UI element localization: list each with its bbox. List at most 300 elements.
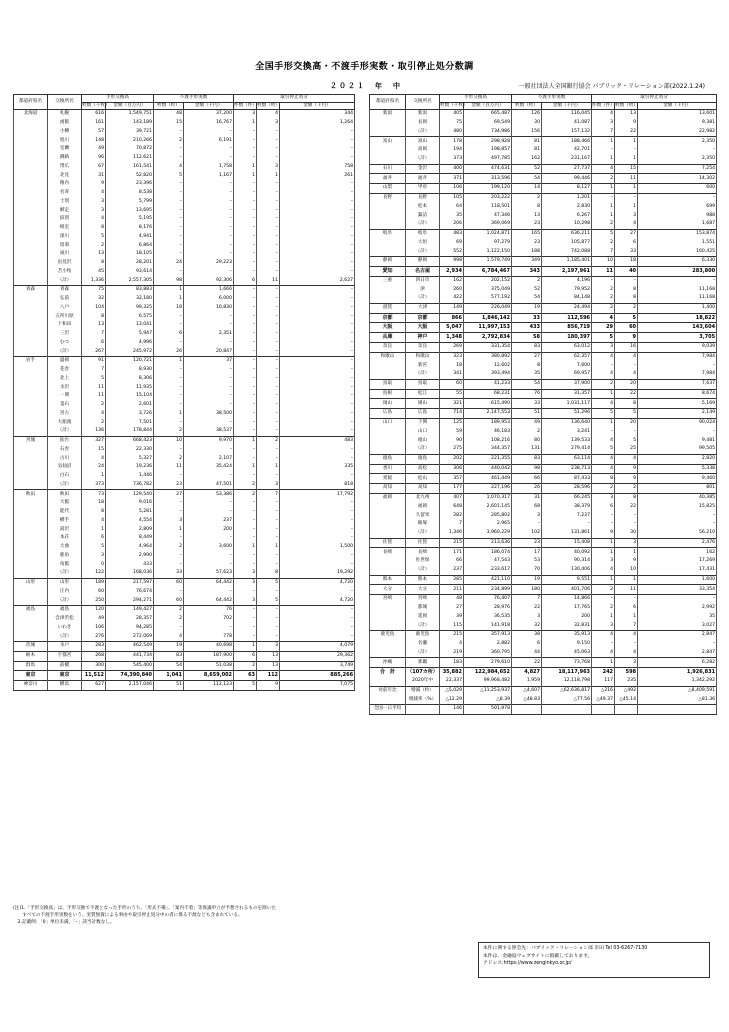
table-cell: 22,982: [638, 128, 717, 137]
table-cell: 22: [615, 389, 638, 399]
table-cell: 55: [440, 389, 464, 399]
table-cell: –: [280, 224, 355, 233]
count-unit: 枚数（千枚）: [82, 102, 106, 110]
table-cell: 1: [592, 613, 615, 622]
table-row: [370, 389, 717, 399]
table-cell: –: [257, 410, 280, 419]
table-cell: 1,400: [638, 303, 717, 313]
table-cell: 76,674: [106, 588, 154, 597]
table-cell: 9,551: [542, 575, 592, 585]
table-row: [14, 241, 355, 250]
table-cell: 3: [257, 642, 280, 652]
table-cell: 2,351: [184, 330, 234, 339]
table-cell: 大分: [370, 585, 406, 595]
table-cell: –: [234, 189, 257, 198]
table-cell: 福島: [48, 606, 82, 615]
table-cell: 19: [512, 303, 542, 313]
table-cell: 69,957: [542, 370, 592, 379]
table-cell: –: [257, 339, 280, 348]
table-cell: 岩手: [14, 357, 48, 366]
table-cell: 62,357: [542, 352, 592, 361]
table-cell: （計）: [406, 247, 440, 256]
table-cell: –: [592, 428, 615, 437]
table-cell: △62,636,817: [542, 686, 592, 695]
table-cell: [370, 695, 406, 704]
table-cell: 422: [440, 294, 464, 303]
table-cell: 3: [82, 198, 106, 207]
table-cell: 49: [82, 145, 106, 154]
table-cell: 13: [257, 651, 280, 661]
table-cell: 9: [257, 681, 280, 691]
table-cell: 2: [592, 484, 615, 494]
table-cell: 49: [512, 418, 542, 427]
table-cell: 気仙沼: [48, 463, 82, 472]
table-cell: 5: [82, 375, 106, 384]
table-cell: △48.83: [512, 695, 542, 704]
table-cell: –: [184, 508, 234, 517]
table-cell: 神戸: [406, 333, 440, 343]
table-cell: 97,279: [464, 239, 512, 248]
table-cell: 2,627: [280, 276, 355, 285]
table-cell: 新宮: [406, 361, 440, 370]
table-cell: [370, 361, 406, 370]
table-cell: 28,976: [464, 604, 512, 613]
table-cell: –: [234, 375, 257, 384]
table-cell: 15: [154, 119, 184, 128]
table-cell: 17,765: [542, 604, 592, 613]
table-cell: 19,292: [280, 569, 355, 578]
table-cell: –: [280, 145, 355, 154]
table-cell: 14,302: [638, 174, 717, 184]
table-cell: 3: [234, 596, 257, 605]
table-cell: –: [234, 339, 257, 348]
table-cell: 74,390,840: [106, 671, 154, 681]
table-cell: 67: [82, 163, 106, 172]
document-title: 全国手形交換高・不渡手形実数・取引停止処分数調: [255, 62, 474, 72]
table-cell: 1: [592, 548, 615, 557]
table-cell: –: [184, 560, 234, 569]
table-cell: 33: [512, 313, 542, 323]
table-cell: –: [615, 640, 638, 649]
table-cell: 函館: [48, 119, 82, 128]
table-cell: 79,952: [542, 285, 592, 294]
table-cell: 12,118,798: [542, 677, 592, 686]
table-cell: 53,386: [184, 490, 234, 499]
table-cell: –: [257, 268, 280, 277]
table-row: [370, 294, 717, 303]
table-cell: 63: [234, 671, 257, 681]
table-cell: –: [280, 128, 355, 137]
table-cell: 山形: [48, 578, 82, 587]
table-cell: [14, 128, 48, 137]
table-row: [14, 499, 355, 508]
table-cell: 青森: [48, 286, 82, 295]
table-cell: 9: [615, 333, 638, 343]
table-cell: 滝川: [48, 250, 82, 259]
contact-line: 本件に関する照会先：パブリック・リレーション部 市田 Tel 03-6267-7130: [483, 946, 648, 951]
table-cell: –: [234, 286, 257, 295]
table-cell: 名瀬: [406, 640, 440, 649]
table-cell: 1: [592, 155, 615, 164]
table-cell: 41,087: [542, 119, 592, 128]
table-cell: 岩見沢: [48, 259, 82, 268]
table-cell: –: [234, 312, 257, 321]
table-cell: 2,350: [638, 155, 717, 164]
table-cell: （計）: [406, 445, 440, 454]
table-cell: 217,597: [106, 578, 154, 587]
table-cell: [370, 428, 406, 437]
table-cell: 1: [615, 613, 638, 622]
table-cell: 7,984: [638, 370, 717, 379]
table-cell: 札幌: [48, 110, 82, 119]
table-cell: [14, 339, 48, 348]
table-cell: 60: [82, 588, 106, 597]
table-cell: 6: [592, 503, 615, 512]
table-cell: 水戸: [48, 642, 82, 652]
table-cell: 636,211: [542, 229, 592, 238]
count-unit: 枚数（千枚）: [440, 102, 464, 110]
table-cell: 香川: [370, 464, 406, 474]
table-cell: 4,827: [512, 668, 542, 677]
table-cell: 27: [615, 229, 638, 238]
table-cell: 818: [280, 481, 355, 490]
table-cell: –: [154, 312, 184, 321]
table-cell: –: [257, 347, 280, 356]
table-row: [370, 474, 717, 484]
table-row: [370, 323, 717, 333]
table-cell: 石巻: [48, 446, 82, 455]
table-row: [14, 534, 355, 543]
table-cell: 198,857: [464, 146, 512, 155]
table-cell: –: [257, 154, 280, 163]
table-cell: 7: [440, 520, 464, 529]
table-cell: 1,446: [106, 472, 154, 481]
table-cell: –: [234, 347, 257, 356]
table-cell: [370, 677, 406, 686]
table-cell: –: [154, 472, 184, 481]
table-cell: [14, 312, 48, 321]
s-cases-unit: 件数（件）: [234, 102, 257, 110]
table-cell: 13,601: [638, 110, 717, 119]
table-cell: 215: [440, 631, 464, 640]
table-cell: 三重: [370, 276, 406, 285]
d-amount-unit: 金額（千円）: [542, 102, 592, 110]
table-cell: 130,406: [542, 566, 592, 575]
table-cell: 13: [257, 661, 280, 671]
table-row: [370, 695, 717, 704]
table-cell: 47,543: [464, 557, 512, 566]
table-cell: –: [184, 215, 234, 224]
table-cell: 8,659,002: [184, 671, 234, 681]
table-row: [14, 250, 355, 259]
table-cell: –: [234, 224, 257, 233]
table-row: [14, 383, 355, 392]
table-cell: [14, 508, 48, 517]
table-cell: 2: [592, 294, 615, 303]
table-cell: –: [154, 534, 184, 543]
table-cell: 3,241: [542, 428, 592, 437]
table-cell: 742,088: [542, 247, 592, 256]
table-cell: –: [234, 206, 257, 215]
table-cell: 462,549: [106, 642, 154, 652]
table-cell: 宮古: [48, 410, 82, 419]
table-cell: 6: [82, 339, 106, 348]
table-row: [370, 575, 717, 585]
table-cell: 稚内: [48, 180, 82, 189]
table-cell: 5: [257, 596, 280, 605]
table-cell: [638, 705, 717, 715]
table-cell: 202: [440, 454, 464, 464]
table-cell: 2,350: [638, 137, 717, 146]
table-cell: 178,844: [106, 427, 154, 436]
table-cell: 士別: [48, 198, 82, 207]
table-cell: –: [154, 401, 184, 410]
table-cell: 112: [257, 671, 280, 681]
table-cell: –: [234, 624, 257, 633]
amount-unit: 金額（百万円）: [464, 102, 512, 110]
table-cell: 283: [82, 642, 106, 652]
table-cell: –: [257, 304, 280, 313]
table-cell: 11: [592, 266, 615, 276]
table-cell: 213,636: [464, 538, 512, 548]
table-cell: 335: [280, 463, 355, 472]
table-row: [14, 681, 355, 691]
table-cell: 八戸: [48, 304, 82, 313]
table-cell: 421,110: [464, 575, 512, 585]
table-cell: 前橋: [48, 661, 82, 671]
table-cell: –: [234, 180, 257, 189]
table-cell: –: [184, 268, 234, 277]
table-cell: 5: [615, 409, 638, 419]
table-cell: 17,431: [638, 566, 717, 575]
table-cell: 57,623: [184, 569, 234, 578]
table-cell: 栃木: [14, 651, 48, 661]
table-cell: いわき: [48, 624, 82, 633]
table-cell: 1: [257, 171, 280, 180]
table-cell: 釧路: [48, 154, 82, 163]
table-row: [370, 686, 717, 695]
table-row: [14, 259, 355, 268]
table-cell: 39: [440, 613, 464, 622]
table-cell: –: [280, 454, 355, 463]
table-cell: 344,357: [464, 445, 512, 454]
table-cell: 371: [440, 174, 464, 184]
table-cell: 3: [592, 119, 615, 128]
table-cell: 33: [512, 399, 542, 409]
table-row: [14, 427, 355, 436]
table-cell: 9: [82, 180, 106, 189]
table-cell: –: [257, 241, 280, 250]
table-cell: 会津若松: [48, 615, 82, 624]
table-cell: 16,767: [184, 119, 234, 128]
table-cell: 5,047: [440, 323, 464, 333]
table-cell: [370, 370, 406, 379]
table-cell: 11: [615, 174, 638, 184]
table-cell: 148: [82, 136, 106, 145]
table-cell: 200: [542, 613, 592, 622]
table-cell: 5: [82, 233, 106, 242]
table-cell: （計）: [406, 621, 440, 630]
table-cell: 松山: [406, 474, 440, 484]
table-cell: –: [280, 189, 355, 198]
table-cell: –: [592, 511, 615, 520]
table-cell: 48: [440, 595, 464, 604]
table-cell: 19: [154, 642, 184, 652]
table-cell: 三沢: [48, 330, 82, 339]
table-cell: 合 計: [370, 668, 406, 677]
table-row: [14, 312, 355, 321]
table-cell: –: [154, 154, 184, 163]
table-cell: 10,298: [542, 220, 592, 229]
table-row: [14, 552, 355, 561]
table-cell: –: [257, 615, 280, 624]
table-cell: 秋田: [14, 490, 48, 499]
table-cell: 2,990: [106, 552, 154, 561]
table-cell: 8: [82, 259, 106, 268]
table-row: [14, 128, 355, 137]
table-row: [370, 247, 717, 256]
table-cell: 11: [257, 276, 280, 285]
table-cell: 1: [257, 463, 280, 472]
table-cell: 17,269: [638, 557, 717, 566]
table-cell: 202,152: [464, 276, 512, 285]
table-cell: 49: [82, 615, 106, 624]
table-cell: 2: [234, 490, 257, 499]
table-cell: 佐賀: [406, 538, 440, 548]
table-cell: 298,928: [464, 137, 512, 146]
table-row: [370, 119, 717, 128]
table-cell: –: [234, 295, 257, 304]
table-cell: 5: [615, 436, 638, 445]
table-cell: –: [234, 259, 257, 268]
table-cell: 名寄: [48, 189, 82, 198]
table-cell: 2: [592, 174, 615, 184]
table-cell: 63,012: [542, 342, 592, 352]
table-cell: [370, 520, 406, 529]
table-cell: 59: [440, 428, 464, 437]
table-cell: 5,338: [638, 464, 717, 474]
table-cell: –: [280, 472, 355, 481]
table-cell: 401,706: [542, 585, 592, 595]
office-header: 交換所名: [406, 95, 440, 110]
table-cell: 219: [440, 649, 464, 658]
table-cell: –: [234, 517, 257, 526]
table-cell: （計）: [48, 632, 82, 641]
table-cell: 32,831: [542, 621, 592, 630]
table-cell: 7: [257, 490, 280, 499]
table-cell: 7,637: [638, 379, 717, 389]
table-cell: –: [638, 640, 717, 649]
table-cell: 47,346: [464, 211, 512, 220]
table-cell: 37,900: [542, 379, 592, 389]
table-row: [14, 671, 355, 681]
table-cell: 171: [440, 548, 464, 557]
table-row: [370, 445, 717, 454]
table-cell: 18: [440, 361, 464, 370]
table-cell: 250: [82, 596, 106, 605]
table-cell: 13: [615, 110, 638, 119]
table-cell: –: [280, 357, 355, 366]
table-cell: 115: [440, 621, 464, 630]
table-cell: 7,237: [542, 511, 592, 520]
table-cell: 238,713: [542, 464, 592, 474]
table-row: [14, 163, 355, 172]
table-cell: [370, 621, 406, 630]
table-cell: 136,640: [542, 418, 592, 427]
table-cell: 45: [82, 268, 106, 277]
table-cell: 富山: [406, 137, 440, 146]
table-cell: 2: [592, 285, 615, 294]
table-cell: 26: [512, 484, 542, 494]
table-cell: 3,600: [184, 543, 234, 552]
table-cell: –: [257, 215, 280, 224]
table-cell: [370, 239, 406, 248]
table-cell: 143,604: [638, 323, 717, 333]
table-cell: –: [154, 215, 184, 224]
table-cell: 183: [440, 658, 464, 668]
table-cell: 149: [440, 303, 464, 313]
table-cell: 118,501: [464, 203, 512, 212]
table-cell: 8: [615, 285, 638, 294]
table-row: [370, 276, 717, 285]
table-cell: 600: [638, 184, 717, 194]
table-cell: 十和田: [48, 321, 82, 330]
table-cell: 松江: [406, 389, 440, 399]
table-cell: 76: [512, 389, 542, 399]
table-cell: 2,934: [440, 266, 464, 276]
table-cell: 227,196: [464, 484, 512, 494]
table-row: [14, 171, 355, 180]
table-cell: –: [184, 312, 234, 321]
table-cell: 1,264: [280, 119, 355, 128]
table-cell: 323: [440, 352, 464, 361]
table-cell: –: [234, 632, 257, 641]
table-row: [14, 295, 355, 304]
table-cell: 90,024: [638, 418, 717, 427]
table-cell: 8,538: [106, 189, 154, 198]
table-cell: 497,785: [464, 155, 512, 164]
table-row: [370, 399, 717, 409]
table-cell: 紋別: [48, 215, 82, 224]
table-cell: 名古屋: [406, 266, 440, 276]
contact-line: 本件は、金融協ウェブサイトに掲載しております。: [483, 953, 593, 959]
table-cell: 1: [615, 155, 638, 164]
table-cell: 261: [280, 171, 355, 180]
table-cell: 青森: [14, 286, 48, 295]
table-cell: –: [280, 268, 355, 277]
table-cell: 6: [82, 534, 106, 543]
table-cell: 51,038: [184, 661, 234, 671]
table-cell: 5,799: [106, 198, 154, 207]
table-cell: 186,074: [464, 548, 512, 557]
table-row: [370, 313, 717, 323]
right-table-body: [370, 110, 717, 715]
table-cell: （計）: [406, 370, 440, 379]
table-cell: 1: [592, 203, 615, 212]
table-cell: 440,042: [464, 464, 512, 474]
table-cell: 279,610: [464, 658, 512, 668]
table-cell: 1: [592, 211, 615, 220]
table-cell: –: [234, 250, 257, 259]
table-cell: 23: [512, 538, 542, 548]
table-cell: –: [280, 286, 355, 295]
table-cell: [406, 705, 440, 715]
table-row: [14, 392, 355, 401]
table-cell: 13: [82, 321, 106, 330]
table-cell: 和歌山: [406, 352, 440, 361]
table-row: [370, 613, 717, 622]
table-cell: 高松: [406, 464, 440, 474]
